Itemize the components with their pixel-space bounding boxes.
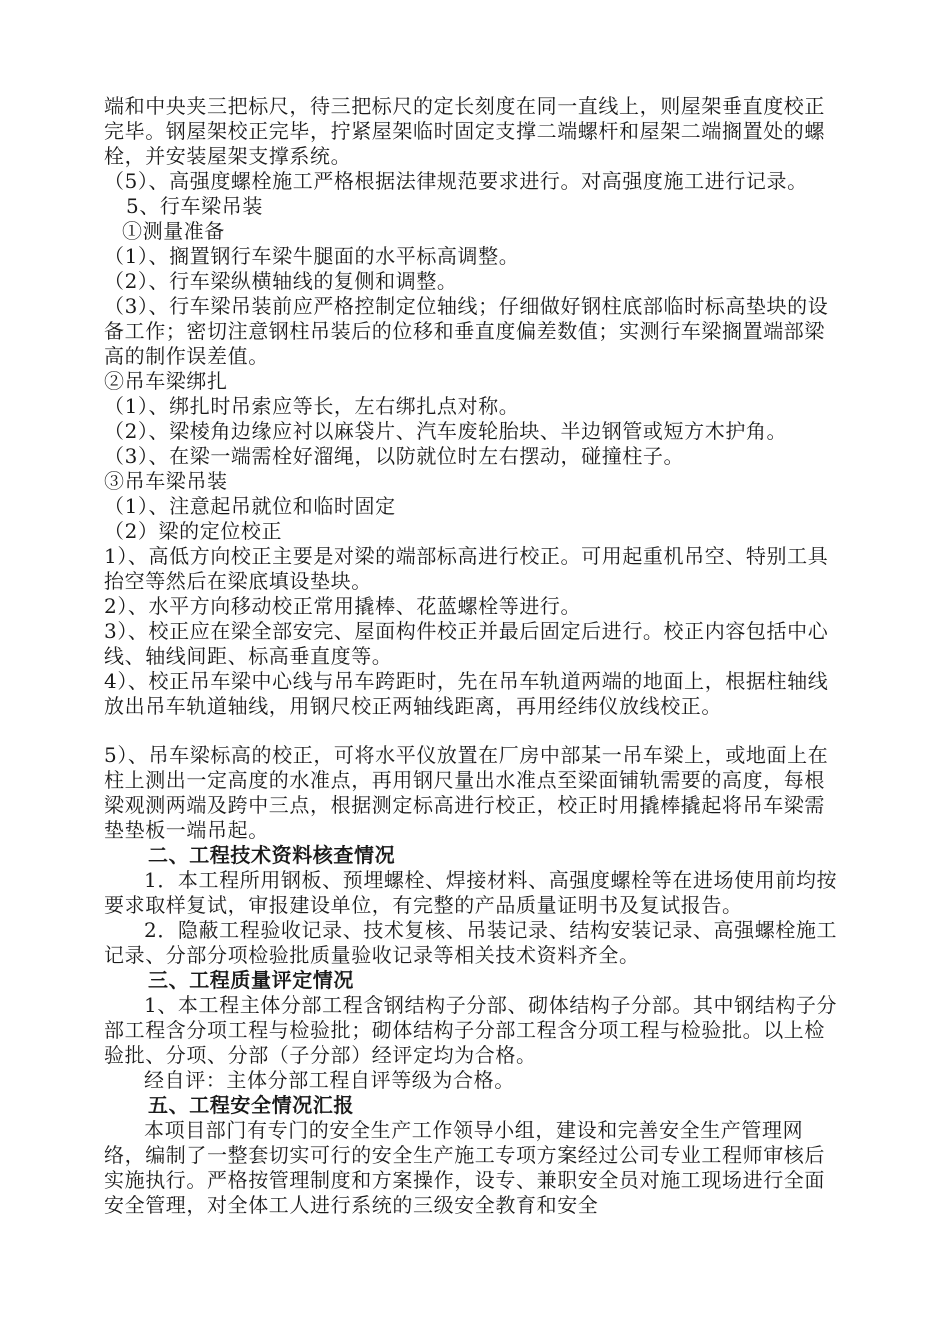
section-crane-beam-hoisting: 5、行车梁吊装: [126, 194, 263, 218]
list-item: （3）、行车梁吊装前应严格控制定位轴线；仔细做好钢柱底部临时标高垫块的设备工作；密切注意钢柱吊装后的位移和垂直度偏差数值；实测行车梁搁置端部梁高的制作误差值。: [104, 294, 829, 368]
list-item: 2）、水平方向移动校正常用撬棒、花蓝螺栓等进行。: [104, 594, 582, 618]
list-item: （1）、搁置钢行车梁牛腿面的水平标高调整。: [104, 244, 520, 268]
paragraph-high-strength-bolt: （5）、高强度螺栓施工严格根据法律规范要求进行。对高强度施工进行记录。: [104, 169, 808, 193]
list-item: 4）、校正吊车梁中心线与吊车跨距时，先在吊车轨道两端的地面上，根据柱轴线放出吊车轨道轴线，用钢尺校正两轴线距离，再用经纬仪放线校正。: [104, 669, 829, 718]
heading-safety-report: 五、工程安全情况汇报: [148, 1093, 354, 1117]
document-body: [104, 94, 844, 1218]
list-item: （2）、行车梁纵横轴线的复侧和调整。: [104, 269, 458, 293]
blank-line: [104, 719, 844, 743]
list-item: 5）、吊车梁标高的校正，可将水平仪放置在厂房中部某一吊车梁上，或地面上在柱上测出一定高度的水准点，再用钢尺量出水准点至梁面铺轨需要的高度，每根梁观测两端及跨中三点，根据测定标高进行校正，校正时用撬棒撬起将吊车梁需垫垫板一端吊起。: [104, 743, 829, 842]
list-item: （1）、绑扎时吊索应等长，左右绑扎点对称。: [104, 394, 520, 418]
list-item: （2）梁的定位校正: [104, 519, 283, 543]
subsection-beam-hoisting: ③吊车梁吊装: [104, 469, 228, 493]
paragraph-material-testing: 1．本工程所用钢板、预埋螺栓、焊接材料、高强度螺栓等在进场使用前均按要求取样复试，审报建设单位，有完整的产品质量证明书及复试报告。: [104, 868, 838, 917]
list-item: （3）、在梁一端需栓好溜绳，以防就位时左右摆动，碰撞柱子。: [104, 444, 685, 468]
heading-technical-data-review: 二、工程技术资料核查情况: [148, 843, 396, 867]
subsection-measurement-prep: ①测量准备: [122, 219, 225, 243]
list-item: 3）、校正应在梁全部安完、屋面构件校正并最后固定后进行。校正内容包括中心线、轴线间距、标高垂直度等。: [104, 619, 829, 668]
paragraph-safety-management: 本项目部门有专门的安全生产工作领导小组，建设和完善安全生产管理网络，编制了一整套切实可行的安全生产施工专项方案经过公司专业工程师审核后实施执行。严格按管理制度和方案操作，设专、兼职安全员对施工现场进行全面安全管理，对全体工人进行系统的三级安全教育和安全: [104, 1118, 825, 1217]
paragraph-roof-truss-correction: 端和中央夹三把标尺，待三把标尺的定长刻度在同一直线上，则屋架垂直度校正完毕。钢屋架校正完毕，拧紧屋架临时固定支撑二端螺杆和屋架二端搁置处的螺栓，并安装屋架支撑系统。: [104, 94, 825, 168]
list-item: 1）、高低方向校正主要是对梁的端部标高进行校正。可用起重机吊空、特别工具抬空等然后在梁底填设垫块。: [104, 544, 829, 593]
paragraph-self-evaluation: 经自评：主体分部工程自评等级为合格。: [144, 1068, 515, 1092]
paragraph-subdivision-evaluation: 1、本工程主体分部工程含钢结构子分部、砌体结构子分部。其中钢结构子分部工程含分项工程与检验批；砌体结构子分部工程含分项工程与检验批。以上检验批、分项、分部（子分部）经评定均为合格。: [104, 993, 838, 1067]
list-item: （2）、梁棱角边缘应衬以麻袋片、汽车废轮胎块、半边钢管或短方木护角。: [104, 419, 788, 443]
paragraph-records-complete: 2．隐蔽工程验收记录、技术复核、吊装记录、结构安装记录、高强螺栓施工记录、分部分项检验批质量验收记录等相关技术资料齐全。: [104, 918, 838, 967]
list-item: （1）、注意起吊就位和临时固定: [104, 494, 396, 518]
subsection-beam-binding: ②吊车梁绑扎: [104, 369, 228, 393]
heading-quality-evaluation: 三、工程质量评定情况: [148, 968, 354, 992]
